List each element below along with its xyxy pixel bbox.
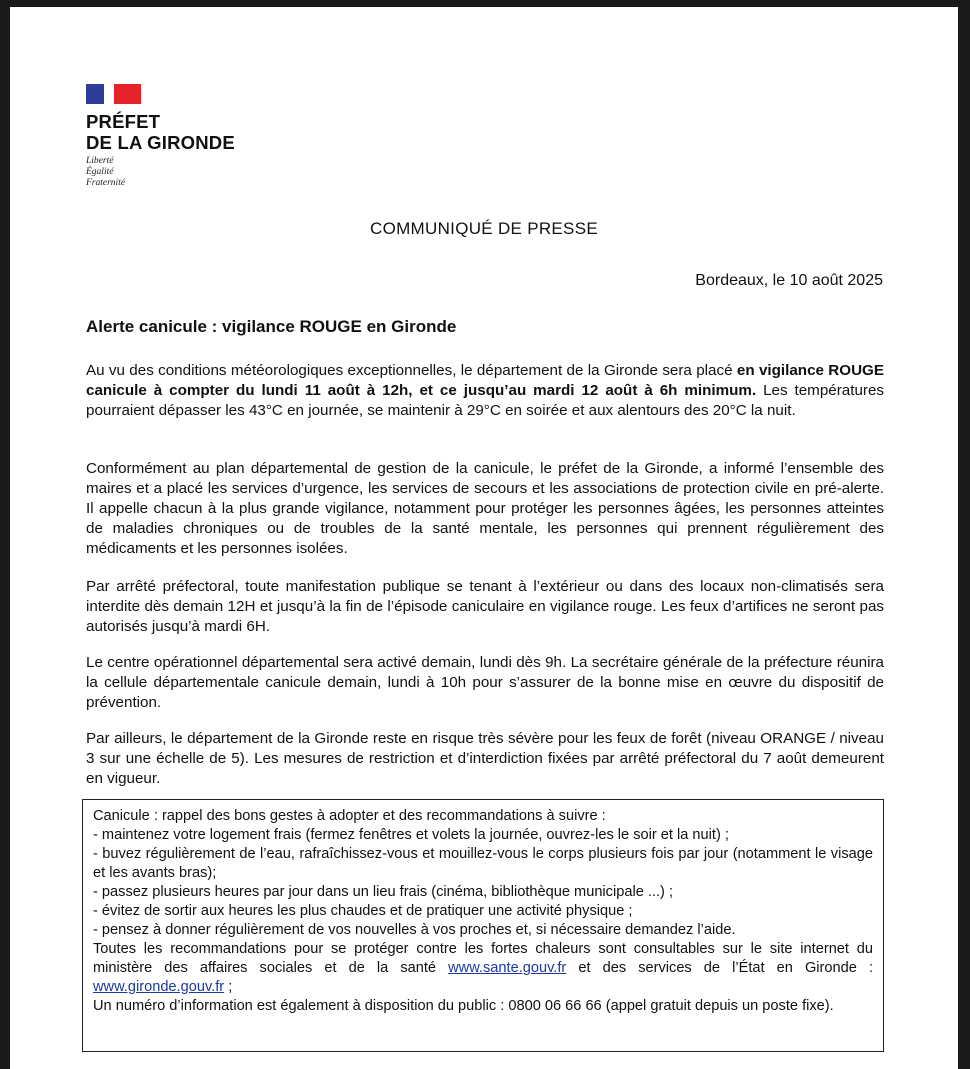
box-item: - passez plusieurs heures par jour dans un lieu frais (cinéma, bibliothèque municipale ...) ;	[93, 884, 673, 900]
paragraph-centre: Le centre opérationnel départemental sera activé demain, lundi dès 9h. La secrétaire générale de la préfecture réunira la cellule départementale canicule demain, lundi à 10h pour s’assurer de la bonne mise en œuvre du dispositif de prévention.	[86, 654, 884, 711]
sante-link[interactable]: www.sante.gouv.fr	[448, 960, 567, 976]
motto-fraternite: Fraternité	[86, 178, 126, 188]
reco-mid: et des services de l’État en Gironde :	[566, 960, 873, 976]
prefet-title	[86, 111, 235, 153]
box-item: - maintenez votre logement frais (fermez fenêtres et volets la journée, ouvrez-les le soir et la nuit) ;	[93, 827, 729, 843]
box-intro: Canicule : rappel des bons gestes à adopter et des recommandations à suivre :	[93, 808, 606, 824]
republic-motto	[86, 156, 235, 189]
paragraph-plan: Conformément au plan départemental de gestion de la canicule, le préfet de la Gironde, a informé l’ensemble des maires et a placé les services d’urgence, les services de secours et les associations de protection civile en pré-alerte. Il appelle chacun à la plus grande vigilance, notamment pour protéger les personnes âgées, les personnes atteintes de maladies chroniques ou de troubles de la santé mentale, les personnes qui prennent régulièrement des médicaments et les personnes isolées.	[86, 460, 884, 557]
paragraph-feux-foret: Par ailleurs, le département de la Gironde reste en risque très sévère pour les feux de forêt (niveau ORANGE / niveau 3 sur une échelle de 5). Les mesures de restriction et d’interdiction fixées par arrêté préfectoral du 7 août demeurent en vigueur.	[86, 730, 884, 787]
marianne-flag-icon	[86, 84, 141, 104]
document-date: Bordeaux, le 10 août 2025	[695, 272, 883, 289]
press-release-heading: COMMUNIQUÉ DE PRESSE	[370, 219, 598, 238]
motto-egalite: Égalité	[86, 167, 114, 177]
reco-start: Toutes les recommandations pour se protéger contre les fortes chaleurs sont consultables sur le site internet du ministère des affaires sociales et de la santé	[93, 941, 873, 976]
gironde-link[interactable]: www.gironde.gouv.fr	[93, 979, 225, 995]
paragraph-arrete: Par arrêté préfectoral, toute manifestation publique se tenant à l’extérieur ou dans des locaux non-climatisés sera interdite dès demain 12H et jusqu’à la fin de l’épisode caniculaire en vigilance rouge. Les feux d’artifices ne seront pas autorisés jusqu’à mardi 6H.	[86, 578, 884, 635]
reco-end: ;	[224, 979, 233, 995]
prefet-line-1: PRÉFET	[86, 111, 161, 132]
box-item: - évitez de sortir aux heures les plus chaudes et de pratiquer une activité physique ;	[93, 903, 633, 919]
box-recommendations	[93, 940, 873, 997]
prefecture-logo	[86, 84, 235, 189]
box-item: - buvez régulièrement de l’eau, rafraîchissez-vous et mouillez-vous le corps plusieurs fois par jour (notamment le visage et les avants bras);	[93, 846, 873, 881]
document-page	[10, 7, 958, 1069]
recommendations-box	[82, 799, 884, 1052]
box-item: - pensez à donner régulièrement de vos nouvelles à vos proches et, si nécessaire demandez l’aide.	[93, 922, 736, 938]
paragraph-alert	[86, 361, 884, 421]
document-title: Alerte canicule : vigilance ROUGE en Gironde	[86, 317, 457, 336]
paragraph-alert-start: Au vu des conditions météorologiques exceptionnelles, le département de la Gironde sera placé	[86, 362, 737, 379]
paragraph-alert-end: Les températures pourraient dépasser les 43°C en journée, se maintenir à 29°C en soirée et aux alentours des 20°C la nuit.	[86, 382, 884, 419]
box-phone: Un numéro d’information est également à disposition du public : 0800 06 66 66 (appel gratuit depuis un poste fixe).	[93, 998, 834, 1014]
paragraph-alert-bold: en vigilance ROUGE canicule à compter du lundi 11 août à 12h, et ce jusqu’au mardi 12 août à 6h minimum.	[86, 362, 884, 399]
prefet-line-2: DE LA GIRONDE	[86, 132, 235, 153]
motto-liberte: Liberté	[86, 156, 114, 166]
